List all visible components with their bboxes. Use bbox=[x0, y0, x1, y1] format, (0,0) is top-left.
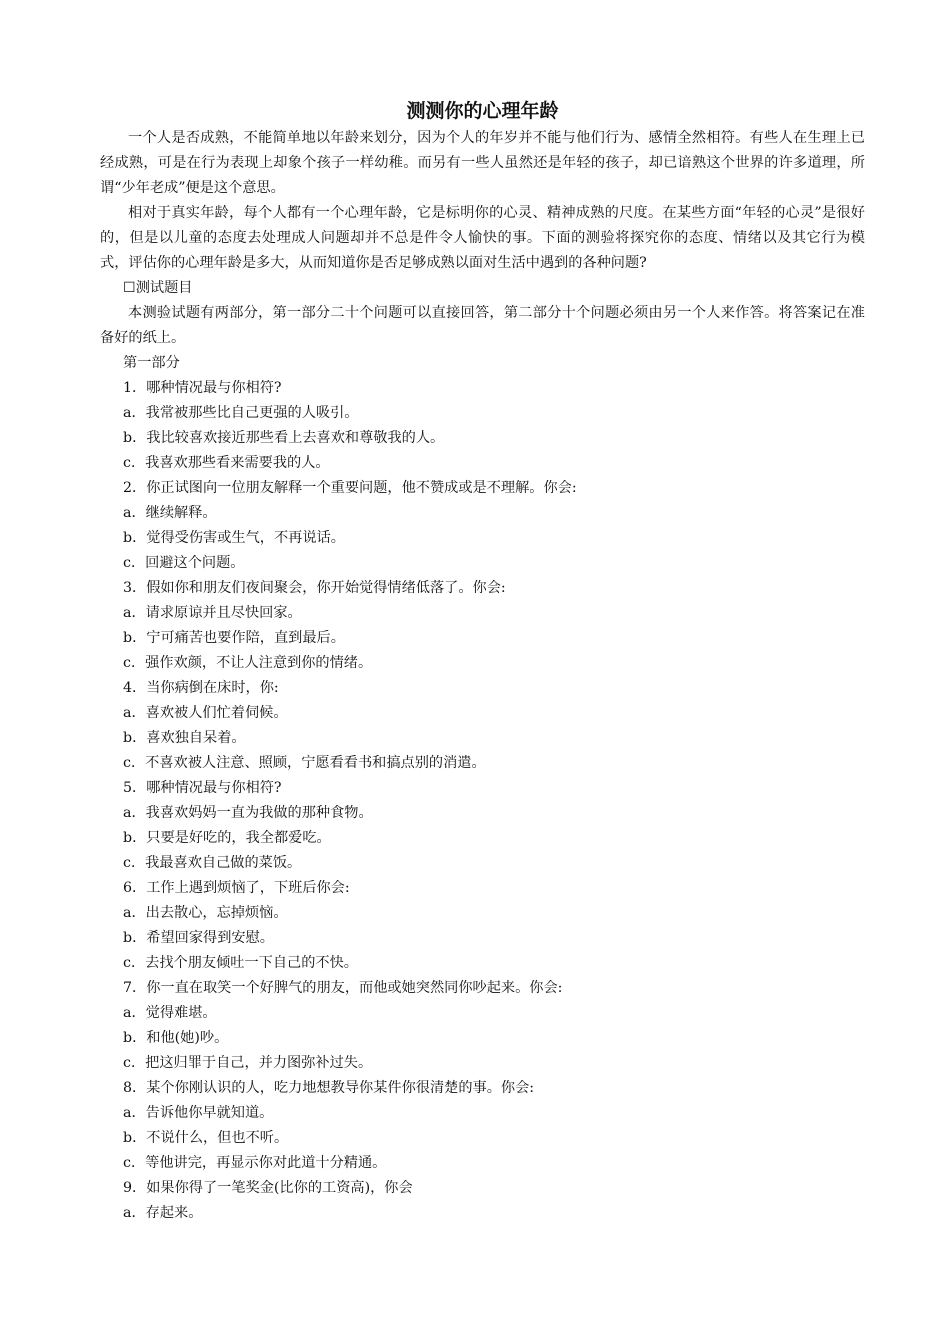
option-a: a．我喜欢妈妈一直为我做的那种食物。 bbox=[123, 805, 373, 821]
question-1 bbox=[100, 376, 865, 476]
option-b: b．宁可痛苦也要作陪，直到最后。 bbox=[123, 630, 345, 646]
option-b: b．我比较喜欢接近那些看上去喜欢和尊敬我的人。 bbox=[123, 430, 445, 446]
question-text: 8．某个你刚认识的人，吃力地想教导你某件你很清楚的事。你会: bbox=[123, 1080, 535, 1096]
question-text: 5．哪种情况最与你相符? bbox=[123, 780, 282, 796]
option-a: a．继续解释。 bbox=[123, 505, 217, 521]
instructions-paragraph: 本测验试题有两部分，第一部分二十个问题可以直接回答，第二部分十个问题必须由另一个人来作答。将答案记在准备好的纸上。 bbox=[100, 305, 865, 346]
option-a: a．觉得难堪。 bbox=[123, 1005, 217, 1021]
option-b: b．不说什么，但也不听。 bbox=[123, 1130, 289, 1146]
question-7 bbox=[100, 976, 865, 1076]
option-b: b．觉得受伤害或生气，不再说话。 bbox=[123, 530, 345, 546]
option-a: a．喜欢被人们忙着伺候。 bbox=[123, 705, 288, 721]
part-label: 第一部分 bbox=[123, 355, 180, 371]
option-a: a．出去散心，忘掉烦恼。 bbox=[123, 905, 288, 921]
option-b: b．喜欢独自呆着。 bbox=[123, 730, 246, 746]
question-5 bbox=[100, 776, 865, 876]
option-c: c．我最喜欢自己做的菜饭。 bbox=[123, 855, 302, 871]
option-b: b．只要是好吃的，我全都爱吃。 bbox=[123, 830, 331, 846]
option-a: a．存起来。 bbox=[123, 1205, 203, 1221]
option-c: c．强作欢颜，不让人注意到你的情绪。 bbox=[123, 655, 373, 671]
intro-paragraph-1: 一个人是否成熟，不能简单地以年龄来划分，因为个人的年岁并不能与他们行为、感情全然相符。有些人在生理上已经成熟，可是在行为表现上却象个孩子一样幼稚。而另有一些人虽然还是年轻的孩子，却已谙熟这个世界的许多道理，所谓“少年老成”便是这个意思。 bbox=[100, 130, 865, 196]
question-9 bbox=[100, 1176, 865, 1226]
question-text: 9．如果你得了一笔奖金(比你的工资高)，你会 bbox=[123, 1180, 413, 1196]
option-c: c．回避这个问题。 bbox=[123, 555, 245, 571]
question-4 bbox=[100, 676, 865, 776]
question-2 bbox=[100, 476, 865, 576]
question-text: 4．当你病倒在床时，你: bbox=[123, 680, 279, 696]
option-c: c．不喜欢被人注意、照顾，宁愿看看书和搞点别的消遣。 bbox=[123, 755, 486, 771]
option-a: a．请求原谅并且尽快回家。 bbox=[123, 605, 302, 621]
option-b: b．和他(她)吵。 bbox=[123, 1030, 229, 1046]
question-3 bbox=[100, 576, 865, 676]
page-title: 测测你的心理年龄 bbox=[406, 100, 559, 122]
question-6 bbox=[100, 876, 865, 976]
question-text: 6．工作上遇到烦恼了，下班后你会: bbox=[123, 880, 350, 896]
document-page bbox=[100, 96, 865, 1226]
question-8 bbox=[100, 1076, 865, 1176]
intro-paragraph-2: 相对于真实年龄，每个人都有一个心理年龄，它是标明你的心灵、精神成熟的尺度。在某些方面“年轻的心灵”是很好的，但是以儿童的态度去处理成人问题却并不总是件令人愉快的事。下面的测验将探究你的态度、情绪以及其它行为模式，评估你的心理年龄是多大，从而知道你是否足够成熟以面对生活中遇到的各种问题? bbox=[100, 205, 865, 271]
option-c: c．去找个朋友倾吐一下自己的不快。 bbox=[123, 955, 358, 971]
question-text: 2．你正试图向一位朋友解释一个重要问题，他不赞成或是不理解。你会: bbox=[123, 480, 577, 496]
question-text: 7．你一直在取笑一个好脾气的朋友，而他或她突然同你吵起来。你会: bbox=[123, 980, 563, 996]
option-a: a．我常被那些比自己更强的人吸引。 bbox=[123, 405, 359, 421]
question-text: 1．哪种情况最与你相符? bbox=[123, 380, 282, 396]
option-c: c．我喜欢那些看来需要我的人。 bbox=[123, 455, 330, 471]
option-b: b．希望回家得到安慰。 bbox=[123, 930, 274, 946]
option-a: a．告诉他你早就知道。 bbox=[123, 1105, 274, 1121]
section-heading: ☐测试题目 bbox=[123, 280, 193, 296]
question-text: 3．假如你和朋友们夜间聚会，你开始觉得情绪低落了。你会: bbox=[123, 580, 506, 596]
option-c: c．等他讲完，再显示你对此道十分精通。 bbox=[123, 1155, 387, 1171]
option-c: c．把这归罪于自己，并力图弥补过失。 bbox=[123, 1055, 373, 1071]
